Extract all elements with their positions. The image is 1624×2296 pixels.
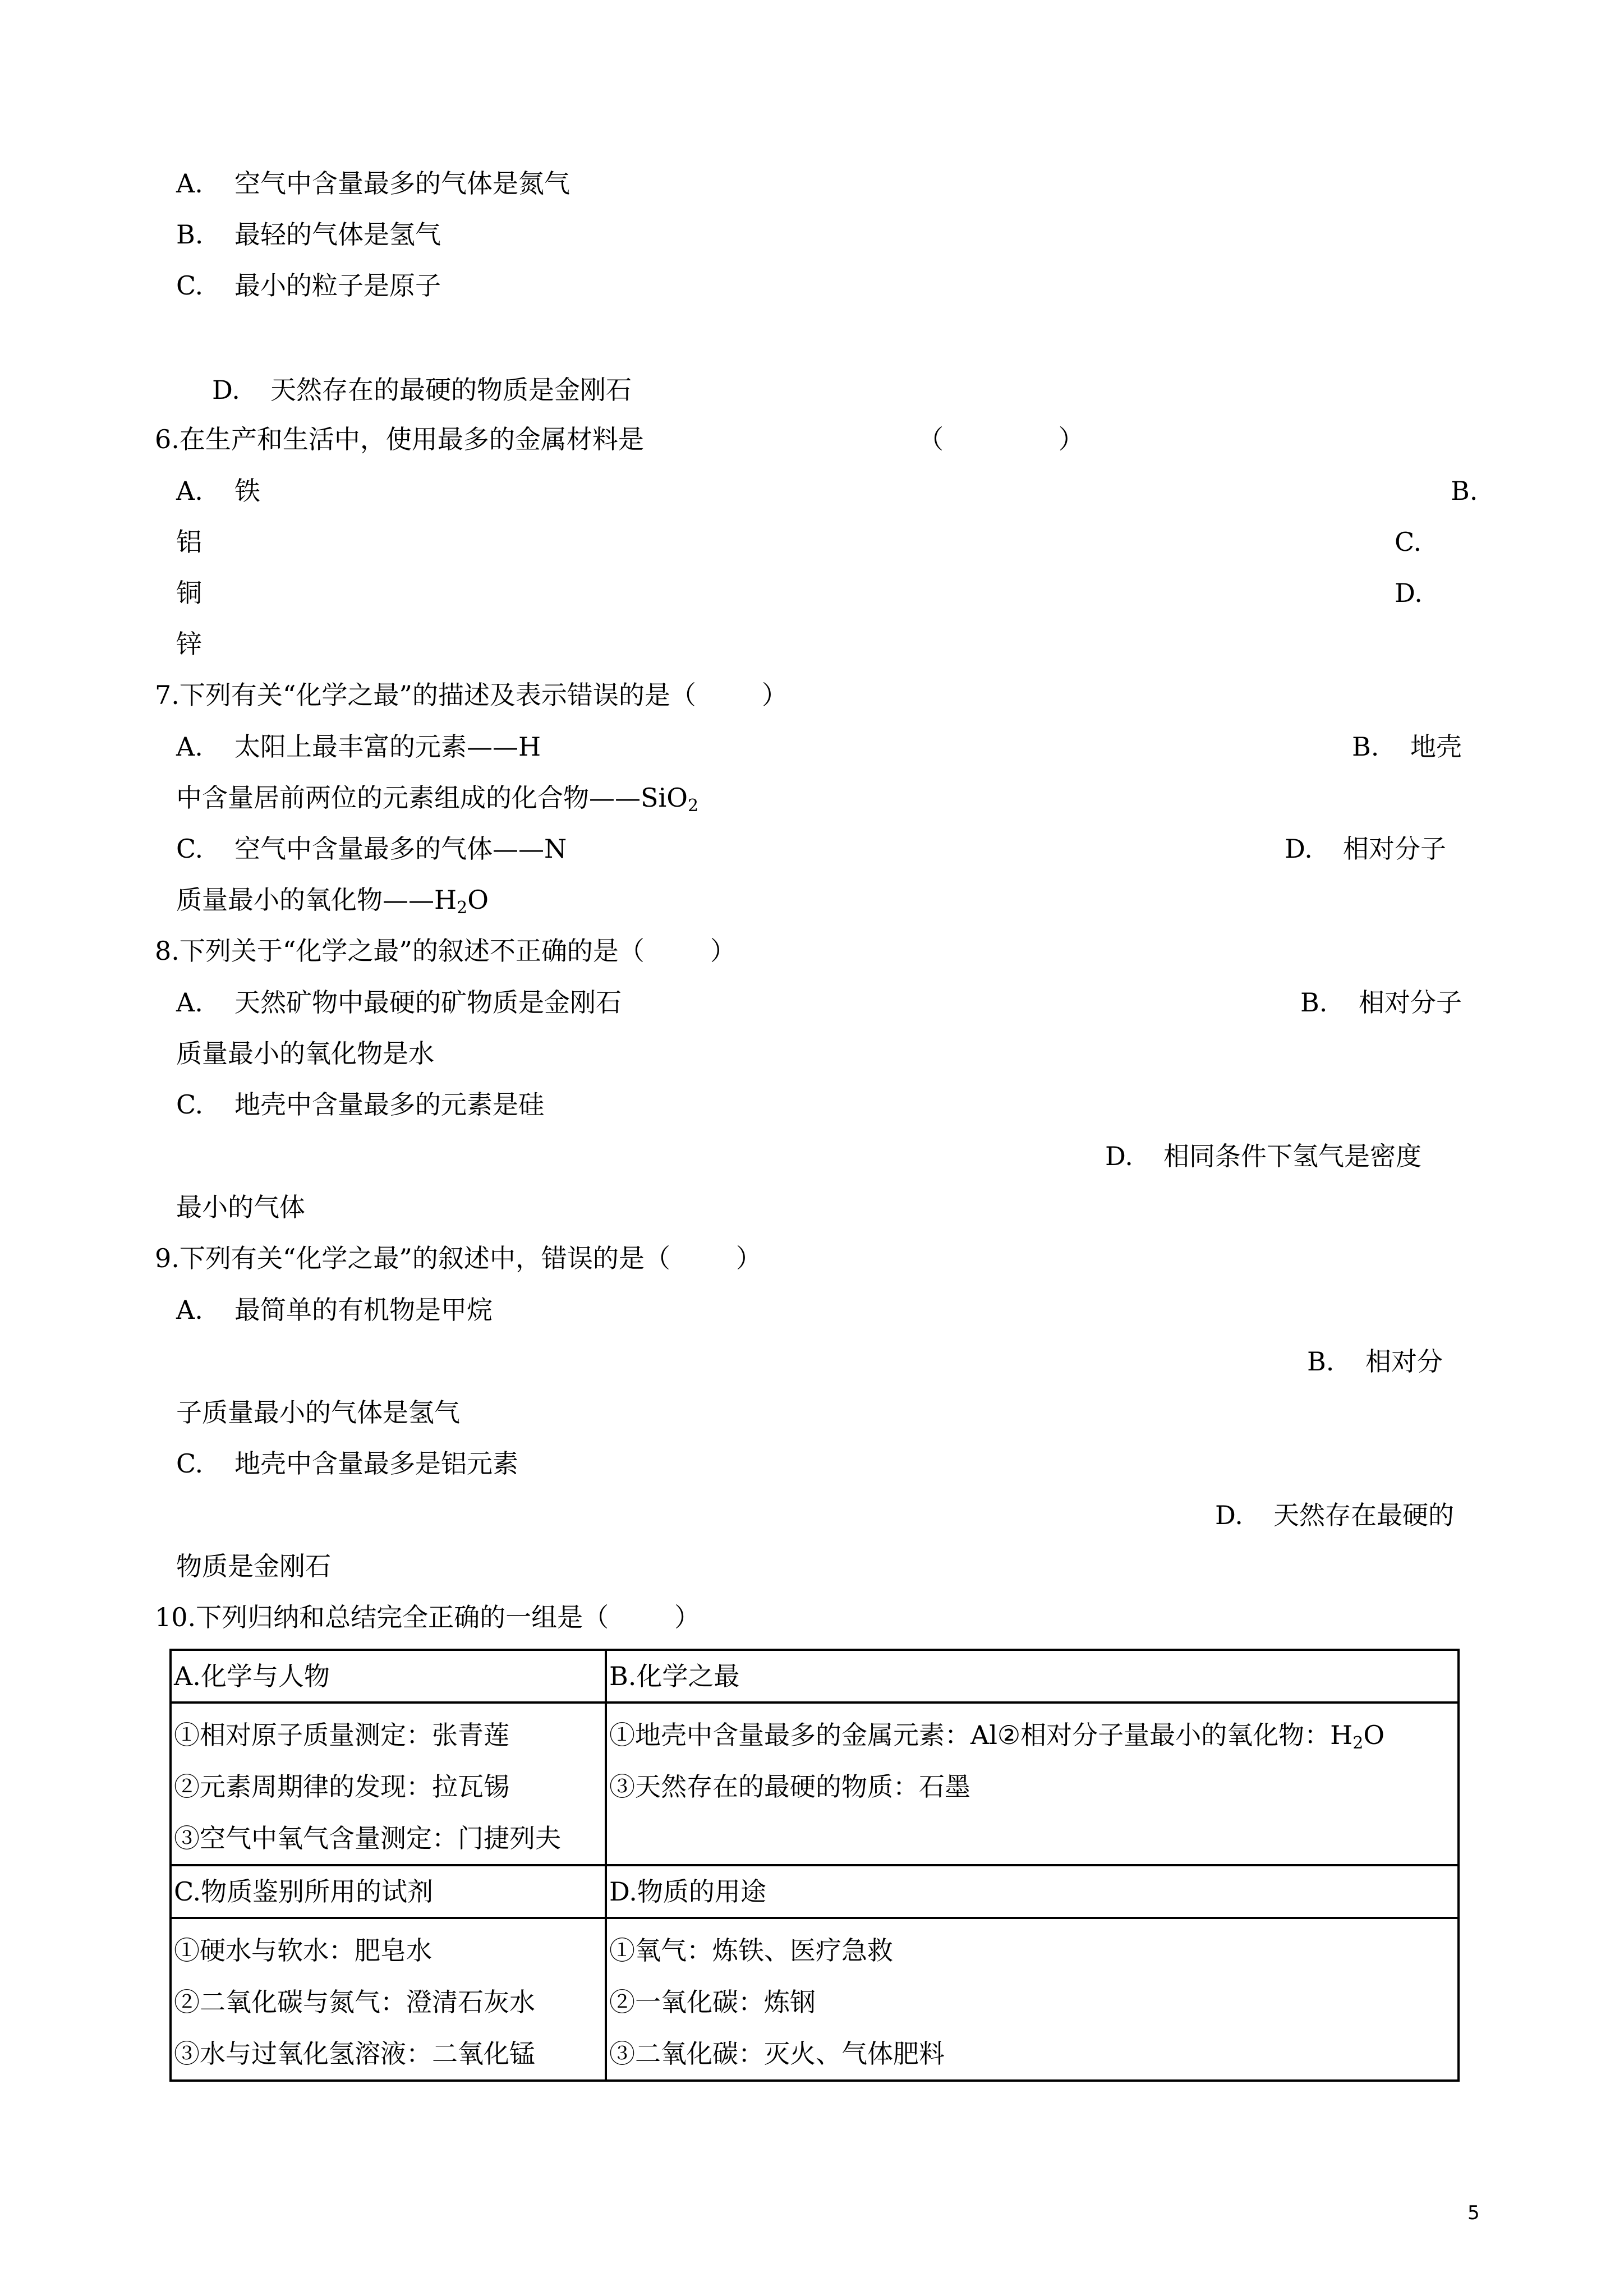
q9-option-b-start: B. 相对分: [1307, 1346, 1443, 1377]
q6-option-c-text: 铜: [176, 578, 202, 608]
q10-b-header: B.化学之最: [606, 1650, 1459, 1703]
q6-option-b-label: B.: [1451, 476, 1478, 506]
q6-answer-paren: （ ）: [918, 424, 1084, 454]
q9-option-a: A. 最简单的有机物是甲烷: [176, 1295, 493, 1325]
q10-d-item: ①氧气：炼铁、医疗急救: [609, 1935, 893, 1966]
q10-c-header: C.物质鉴别所用的试剂: [171, 1865, 606, 1918]
q10-d-body: [606, 1918, 1459, 2081]
q8-option-b-cont: 质量最小的氧化物是水: [176, 1038, 434, 1069]
q9-option-d-cont: 物质是金刚石: [176, 1551, 331, 1581]
q5-option-b: B. 最轻的气体是氢气: [176, 219, 441, 250]
q7-option-b-cont: 中含量居前两位的元素组成的化合物——SiO$_2$: [176, 783, 699, 816]
q9-option-d-start: D. 天然存在最硬的: [1215, 1500, 1454, 1530]
q10-d-header: D.物质的用途: [606, 1865, 1459, 1918]
q10-c-body: [171, 1918, 606, 2081]
q7-option-a: A. 太阳上最丰富的元素——H: [176, 731, 541, 762]
page-number: 5: [1467, 2202, 1480, 2224]
q10-c-item: ①硬水与软水：肥皂水: [174, 1935, 432, 1966]
q9-option-c: C. 地壳中含量最多是铝元素: [176, 1448, 518, 1479]
q10-b-item: ①地壳中含量最多的金属元素：Al②相对分子量最小的氧化物：$H_2O$: [609, 1720, 1385, 1753]
q6-option-a: A. 铁: [176, 476, 260, 506]
q7-option-d-cont: 质量最小的氧化物$——H_2O$: [176, 885, 489, 918]
q9-stem: 9.下列有关“化学之最”的叙述中，错误的是（ ）: [155, 1243, 762, 1273]
q7-option-c: C. 空气中含量最多的气体——N: [176, 834, 567, 864]
q8-option-d-cont: 最小的气体: [176, 1192, 305, 1222]
q10-a-body: [171, 1703, 606, 1865]
q10-a-item: ②元素周期律的发现：拉瓦锡: [174, 1772, 509, 1802]
q10-a-item: ①相对原子质量测定：张青莲: [174, 1720, 509, 1750]
q10-c-item: ③水与过氧化氢溶液：二氧化锰: [174, 2039, 535, 2069]
q6-option-d-label: D.: [1395, 578, 1423, 608]
q9-option-b-cont: 子质量最小的气体是氢气: [176, 1397, 460, 1428]
q10-c-item: ②二氧化碳与氮气：澄清石灰水: [174, 1987, 535, 2017]
q6-option-b-text: 铝: [176, 527, 202, 557]
q8-option-b-start: B. 相对分子: [1300, 987, 1462, 1018]
q7-stem: 7.下列有关“化学之最”的描述及表示错误的是（ ）: [155, 680, 788, 710]
q6-option-d-text: 锌: [176, 629, 202, 659]
q8-option-c: C. 地壳中含量最多的元素是硅: [176, 1089, 544, 1120]
q5-option-c: C. 最小的粒子是原子: [176, 270, 441, 301]
q8-option-a: A. 天然矿物中最硬的矿物质是金刚石: [176, 987, 622, 1018]
q10-stem: 10.下列归纳和总结完全正确的一组是（ ）: [155, 1602, 701, 1632]
q10-b-item: ③天然存在的最硬的物质：石墨: [609, 1772, 970, 1802]
q10-b-body: [606, 1703, 1459, 1865]
q10-options-table: [169, 1649, 1460, 2082]
q10-a-item: ③空气中氧气含量测定：门捷列夫: [174, 1823, 561, 1853]
q8-option-d-start: D. 相同条件下氢气是密度: [1105, 1141, 1421, 1171]
q10-d-item: ③二氧化碳：灭火、气体肥料: [609, 2039, 945, 2069]
q7-option-d-start: D. 相对分子: [1285, 834, 1446, 864]
q6-stem: 6.在生产和生活中，使用最多的金属材料是: [155, 424, 644, 454]
q10-a-header: A.化学与人物: [171, 1650, 606, 1703]
q6-option-c-label: C.: [1395, 527, 1422, 557]
q8-stem: 8.下列关于“化学之最”的叙述不正确的是（ ）: [155, 936, 736, 966]
q7-option-b-start: B. 地壳: [1352, 731, 1462, 762]
q5-option-d: D. 天然存在的最硬的物质是金刚石: [212, 375, 632, 405]
q5-option-a: A. 空气中含量最多的气体是氮气: [176, 168, 570, 199]
q10-d-item: ②一氧化碳：炼钢: [609, 1987, 816, 2017]
